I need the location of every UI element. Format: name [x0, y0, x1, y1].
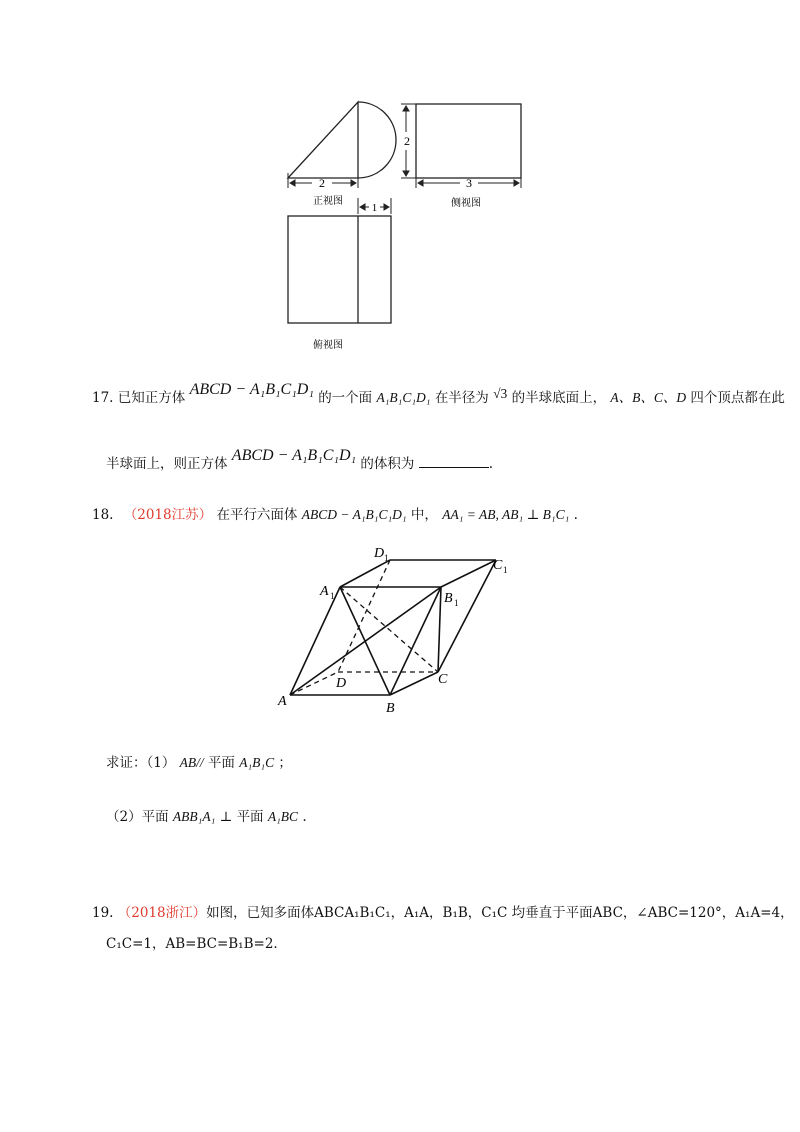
- q17-cube-expr: ABCD − A₁B₁C₁D₁: [189, 381, 314, 398]
- solid-edges: [290, 560, 496, 695]
- q18-period: .: [573, 507, 578, 523]
- question-18-statement: [92, 503, 578, 523]
- q19-source: （2018浙江）: [117, 905, 207, 921]
- label-A1-sub: 1: [330, 591, 335, 601]
- side-view-label: 侧视图: [451, 198, 481, 209]
- label-B1-sub: 1: [454, 598, 459, 608]
- label-D: D: [336, 676, 347, 691]
- label-C: C: [438, 672, 448, 687]
- front-view: [288, 102, 396, 178]
- q18-text-2: 中，: [410, 507, 438, 523]
- q18-p2-plane-word: 平面: [236, 809, 264, 825]
- label-C1: C: [493, 558, 503, 573]
- parallelepiped-figure: [276, 540, 526, 715]
- label-B: B: [386, 701, 395, 715]
- q17-text-3: 在半径为: [434, 390, 489, 406]
- question-19-line-1: [92, 901, 794, 921]
- dim-top-offset: 1: [371, 202, 378, 214]
- label-B1: B: [444, 591, 453, 606]
- q18-p2-plane-1: ABB₁A₁: [172, 809, 216, 824]
- q17-answer-blank[interactable]: [419, 455, 489, 468]
- q19-text-1: 如图，已知多面体ABCA₁B₁C₁，A₁A，B₁B，C₁C 均垂直于平面ABC，∠ABC=120°，A₁A=4，: [206, 905, 794, 921]
- q18-condition: AA₁ = AB, AB₁ ⊥ B₁C₁: [442, 507, 570, 522]
- q17-face: A₁B₁C₁D₁: [376, 390, 431, 405]
- q17-period: .: [488, 456, 493, 472]
- q17-vertices: A、B、C、D: [610, 390, 687, 405]
- dim-height: 2: [404, 134, 410, 148]
- question-17-line-2: [106, 447, 493, 473]
- label-A1: A: [320, 584, 329, 599]
- q19-number: 19.: [92, 905, 114, 921]
- q18-p1-end: ；: [278, 755, 292, 771]
- dim-front-width: 2: [319, 176, 325, 190]
- q18-p2-plane-2: A₁BC: [267, 809, 299, 824]
- q18-parallelepiped: ABCD − A₁B₁C₁D₁: [301, 507, 407, 522]
- three-view-figure: [270, 90, 540, 360]
- q19-text-2: C₁C=1，AB=BC=B₁B=2.: [106, 936, 278, 952]
- q18-proof-part-1: [106, 751, 292, 771]
- side-view: [416, 104, 521, 178]
- front-view-label: 正视图: [313, 196, 343, 207]
- q18-text-1: 在平行六面体: [216, 507, 298, 523]
- q18-p2-label: （2）平面: [106, 809, 169, 825]
- label-A: A: [278, 694, 287, 709]
- question-19-line-2: [106, 932, 278, 952]
- q18-p1-plane-name: A₁B₁C: [239, 755, 275, 770]
- q17-text-1: 已知正方体: [117, 390, 186, 406]
- q18-p1-plane: 平面: [207, 755, 235, 771]
- q18-number: 18.: [92, 507, 114, 523]
- top-view-label: 俯视图: [313, 340, 343, 351]
- q18-proof-part-2: [106, 805, 307, 825]
- dim-side-width: 3: [466, 176, 472, 190]
- q18-p2-perp: ⊥: [219, 809, 233, 825]
- hidden-edges: [290, 560, 438, 695]
- q17-cube-expr-2: ABCD − A₁B₁C₁D₁: [231, 447, 357, 464]
- label-D1: D: [374, 546, 385, 561]
- q18-p1-expr: AB//: [179, 755, 204, 770]
- question-17-line-1: [92, 381, 785, 407]
- q17-text-7: 的体积为: [360, 456, 415, 472]
- q17-text-5: 四个顶点都在此: [690, 390, 785, 406]
- label-D1-sub: 1: [384, 553, 389, 563]
- q17-radius: √3: [493, 386, 508, 401]
- q17-text-4: 的半球底面上，: [511, 390, 607, 406]
- q18-proof-label: 求证：（1）: [106, 755, 176, 771]
- label-C1-sub: 1: [503, 565, 508, 575]
- q17-text-2: 的一个面: [318, 390, 373, 406]
- q18-p2-end: .: [302, 809, 307, 825]
- q17-number: 17.: [92, 390, 114, 406]
- top-view: [288, 216, 391, 323]
- q18-source: （2018江苏）: [123, 507, 213, 523]
- q17-text-6: 半球面上，则正方体: [106, 456, 228, 472]
